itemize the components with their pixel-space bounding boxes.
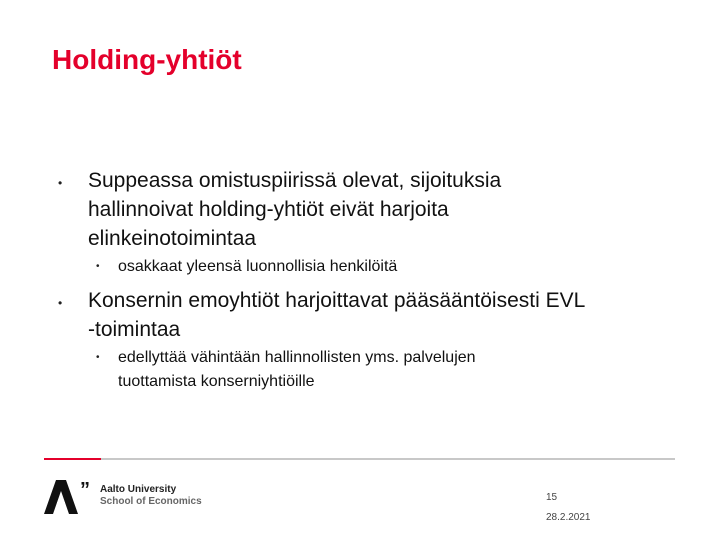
slide-title: Holding-yhtiöt (52, 44, 242, 75)
logo-school: School of Economics (100, 496, 202, 507)
bullet-marker: • (58, 296, 63, 310)
bullet-1-line-1: Suppeassa omistuspiirissä olevat, sijoituksia (88, 169, 502, 192)
slide-date: 28.2.2021 (546, 512, 591, 523)
bullet-2-line-2: -toimintaa (88, 318, 181, 341)
logo-university: Aalto University (100, 484, 177, 495)
sub-bullet-2-1-text (118, 346, 476, 394)
sub-bullet-2-1-line-1: edellyttää vähintään hallinnollisten yms. palvelujen (118, 349, 476, 366)
sub-bullet-marker: • (96, 261, 100, 272)
page-number: 15 (546, 492, 558, 503)
sub-bullet-marker: • (96, 352, 100, 363)
logo-text (100, 484, 202, 508)
footer-divider-accent (44, 458, 101, 460)
bullet-2-line-1: Konsernin emoyhtiöt harjoittavat pääsääntöisesti EVL (88, 289, 586, 312)
bullet-1-line-3: elinkeinotoimintaa (88, 227, 257, 250)
bullet-1-text (88, 166, 501, 253)
sub-bullet-1-1-text (118, 255, 397, 279)
svg-text:”: ” (80, 480, 90, 501)
sub-bullet-2-1-line-2: tuottamista konserniyhtiöille (118, 373, 315, 390)
bullet-2-text (88, 286, 585, 344)
bullet-marker: • (58, 176, 63, 190)
bullet-1-line-2: hallinnoivat holding-yhtiöt eivät harjoita (88, 198, 449, 221)
footer-divider (44, 458, 675, 460)
sub-bullet-1-1-line-1: osakkaat yleensä luonnollisia henkilöitä (118, 258, 398, 275)
aalto-logo-icon (44, 480, 96, 514)
